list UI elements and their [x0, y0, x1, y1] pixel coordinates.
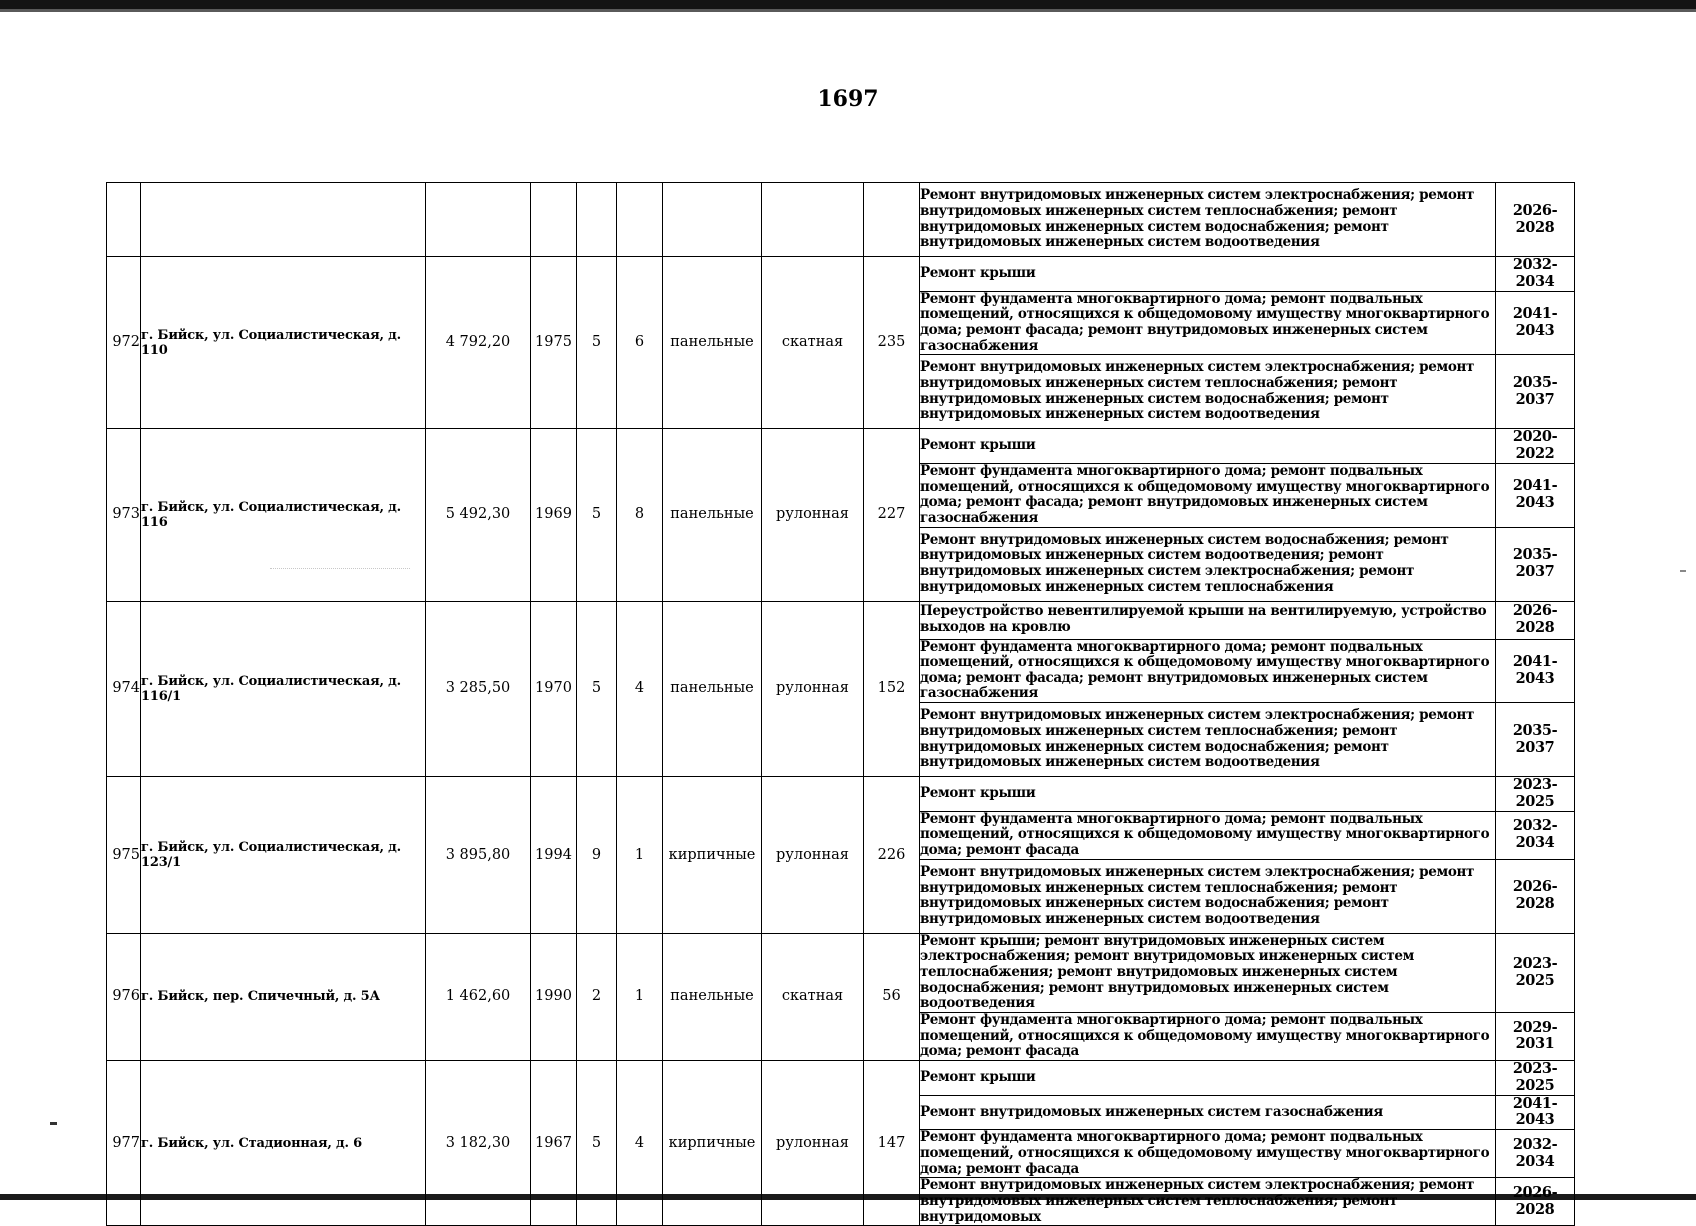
floors: 5	[577, 1060, 617, 1225]
work-period: 2032-2034	[1496, 1130, 1575, 1178]
table-row	[107, 183, 1575, 257]
table-row	[107, 1060, 1575, 1095]
work-description: Ремонт фундамента многоквартирного дома; ремонт подвальных помещений, относящихся к общедомовому имуществу многоквартирного дома; ремонт фасада	[920, 811, 1496, 859]
residents: 56	[864, 933, 920, 1060]
work-description: Ремонт внутридомовых инженерных систем электроснабжения; ремонт внутридомовых инженерных систем теплоснабжения; ремонт внутридомовых инженерных систем водоснабжения; ремонт внутридомовых инженерных систем водоотведения	[920, 859, 1496, 933]
work-period: 2026-2028	[1496, 183, 1575, 257]
work-period: 2023-2025	[1496, 933, 1575, 1012]
residents: 227	[864, 429, 920, 601]
entrances: 6	[617, 257, 663, 429]
work-description: Ремонт фундамента многоквартирного дома; ремонт подвальных помещений, относящихся к общедомовому имуществу многоквартирного дома; ремонт фасада	[920, 1130, 1496, 1178]
house-address: г. Бийск, ул. Социалистическая, д. 116	[141, 429, 426, 601]
work-description: Ремонт внутридомовых инженерных систем электроснабжения; ремонт внутридомовых инженерных систем теплоснабжения; ремонт внутридомовых инженерных систем водоснабжения; ремонт внутридомовых инженерных систем водоотведения	[920, 355, 1496, 429]
work-description: Ремонт крыши	[920, 429, 1496, 464]
roof-type: рулонная	[762, 777, 864, 934]
work-period: 2029-2031	[1496, 1013, 1575, 1061]
table-row	[107, 777, 1575, 812]
entrances: 8	[617, 429, 663, 601]
scan-top-shadow	[0, 9, 1696, 12]
floors	[577, 183, 617, 257]
work-period: 2026-2028	[1496, 601, 1575, 639]
work-description: Ремонт внутридомовых инженерных систем электроснабжения; ремонт внутридомовых инженерных систем теплоснабжения; ремонт внутридомовых	[920, 1178, 1496, 1226]
row-number	[107, 183, 141, 257]
entrances: 4	[617, 601, 663, 777]
roof-type: рулонная	[762, 1060, 864, 1225]
floors: 9	[577, 777, 617, 934]
residents	[864, 183, 920, 257]
house-address	[141, 183, 426, 257]
table-row	[107, 601, 1575, 639]
house-address: г. Бийск, ул. Социалистическая, д. 116/1	[141, 601, 426, 777]
work-period: 2032-2034	[1496, 257, 1575, 292]
wall-material: кирпичные	[663, 777, 762, 934]
table-row	[107, 429, 1575, 464]
house-address: г. Бийск, пер. Спичечный, д. 5А	[141, 933, 426, 1060]
wall-material	[663, 183, 762, 257]
work-period: 2035-2037	[1496, 703, 1575, 777]
work-description: Ремонт внутридомовых инженерных систем электроснабжения; ремонт внутридомовых инженерных систем теплоснабжения; ремонт внутридомовых инженерных систем водоснабжения; ремонт внутридомовых инженерных систем водоотведения	[920, 183, 1496, 257]
work-period: 2023-2025	[1496, 1060, 1575, 1095]
floors: 2	[577, 933, 617, 1060]
residents: 235	[864, 257, 920, 429]
work-description: Ремонт крыши	[920, 257, 1496, 292]
work-period: 2035-2037	[1496, 527, 1575, 601]
work-description: Ремонт крыши	[920, 1060, 1496, 1095]
roof-type: скатная	[762, 257, 864, 429]
entrances: 1	[617, 933, 663, 1060]
scan-artifact	[1680, 570, 1686, 572]
row-number: 976	[107, 933, 141, 1060]
work-period: 2041-2043	[1496, 639, 1575, 703]
work-description: Ремонт фундамента многоквартирного дома; ремонт подвальных помещений, относящихся к общедомовому имуществу многоквартирного дома; ремонт фасада; ремонт внутридомовых инженерных систем газоснабжения	[920, 291, 1496, 355]
wall-material: панельные	[663, 601, 762, 777]
row-number: 972	[107, 257, 141, 429]
row-number: 975	[107, 777, 141, 934]
work-description: Ремонт внутридомовых инженерных систем электроснабжения; ремонт внутридомовых инженерных систем теплоснабжения; ремонт внутридомовых инженерных систем водоснабжения; ремонт внутридомовых инженерных систем водоотведения	[920, 703, 1496, 777]
page-number: 1697	[817, 86, 879, 112]
roof-type: рулонная	[762, 429, 864, 601]
house-address: г. Бийск, ул. Социалистическая, д. 123/1	[141, 777, 426, 934]
table-row	[107, 933, 1575, 1012]
build-year: 1994	[531, 777, 577, 934]
work-description: Ремонт фундамента многоквартирного дома; ремонт подвальных помещений, относящихся к общедомовому имуществу многоквартирного дома; ремонт фасада	[920, 1013, 1496, 1061]
build-year: 1990	[531, 933, 577, 1060]
work-period: 2041-2043	[1496, 463, 1575, 527]
house-area	[426, 183, 531, 257]
floors: 5	[577, 429, 617, 601]
work-period: 2026-2028	[1496, 1178, 1575, 1226]
scan-top-border	[0, 0, 1696, 9]
work-description: Ремонт внутридомовых инженерных систем водоснабжения; ремонт внутридомовых инженерных систем водоотведения; ремонт внутридомовых инженерных систем электроснабжения; ремонт внутридомовых инженерных систем теплоснабжения	[920, 527, 1496, 601]
roof-type	[762, 183, 864, 257]
residents: 147	[864, 1060, 920, 1225]
work-period: 2032-2034	[1496, 811, 1575, 859]
work-period: 2035-2037	[1496, 355, 1575, 429]
wall-material: панельные	[663, 429, 762, 601]
scan-artifact	[50, 1122, 57, 1125]
roof-type: рулонная	[762, 601, 864, 777]
build-year	[531, 183, 577, 257]
floors: 5	[577, 257, 617, 429]
wall-material: панельные	[663, 933, 762, 1060]
house-address: г. Бийск, ул. Социалистическая, д. 110	[141, 257, 426, 429]
house-area: 3 895,80	[426, 777, 531, 934]
entrances: 4	[617, 1060, 663, 1225]
row-number: 974	[107, 601, 141, 777]
house-area: 3 285,50	[426, 601, 531, 777]
house-area: 3 182,30	[426, 1060, 531, 1225]
floors: 5	[577, 601, 617, 777]
entrances: 1	[617, 777, 663, 934]
residents: 152	[864, 601, 920, 777]
build-year: 1969	[531, 429, 577, 601]
build-year: 1970	[531, 601, 577, 777]
repair-schedule-table	[106, 182, 1575, 1226]
build-year: 1967	[531, 1060, 577, 1225]
roof-type: скатная	[762, 933, 864, 1060]
work-period: 2041-2043	[1496, 1095, 1575, 1130]
work-period: 2041-2043	[1496, 291, 1575, 355]
house-address: г. Бийск, ул. Стадионная, д. 6	[141, 1060, 426, 1225]
table-row	[107, 257, 1575, 292]
work-description: Ремонт крыши	[920, 777, 1496, 812]
work-description: Ремонт крыши; ремонт внутридомовых инженерных систем электроснабжения; ремонт внутридомовых инженерных систем теплоснабжения; ремонт внутридомовых инженерных систем водоснабжения; ремонт внутридомовых инженерных систем водоотведения	[920, 933, 1496, 1012]
work-description: Ремонт внутридомовых инженерных систем газоснабжения	[920, 1095, 1496, 1130]
work-description: Ремонт фундамента многоквартирного дома; ремонт подвальных помещений, относящихся к общедомовому имуществу многоквартирного дома; ремонт фасада; ремонт внутридомовых инженерных систем газоснабжения	[920, 639, 1496, 703]
house-area: 4 792,20	[426, 257, 531, 429]
wall-material: панельные	[663, 257, 762, 429]
entrances	[617, 183, 663, 257]
wall-material: кирпичные	[663, 1060, 762, 1225]
work-period: 2026-2028	[1496, 859, 1575, 933]
work-period: 2023-2025	[1496, 777, 1575, 812]
work-description: Переустройство невентилируемой крыши на вентилируемую, устройство выходов на кровлю	[920, 601, 1496, 639]
build-year: 1975	[531, 257, 577, 429]
row-number: 973	[107, 429, 141, 601]
work-period: 2020-2022	[1496, 429, 1575, 464]
house-area: 5 492,30	[426, 429, 531, 601]
row-number: 977	[107, 1060, 141, 1225]
work-description: Ремонт фундамента многоквартирного дома; ремонт подвальных помещений, относящихся к общедомовому имуществу многоквартирного дома; ремонт фасада; ремонт внутридомовых инженерных систем газоснабжения	[920, 463, 1496, 527]
house-area: 1 462,60	[426, 933, 531, 1060]
residents: 226	[864, 777, 920, 934]
